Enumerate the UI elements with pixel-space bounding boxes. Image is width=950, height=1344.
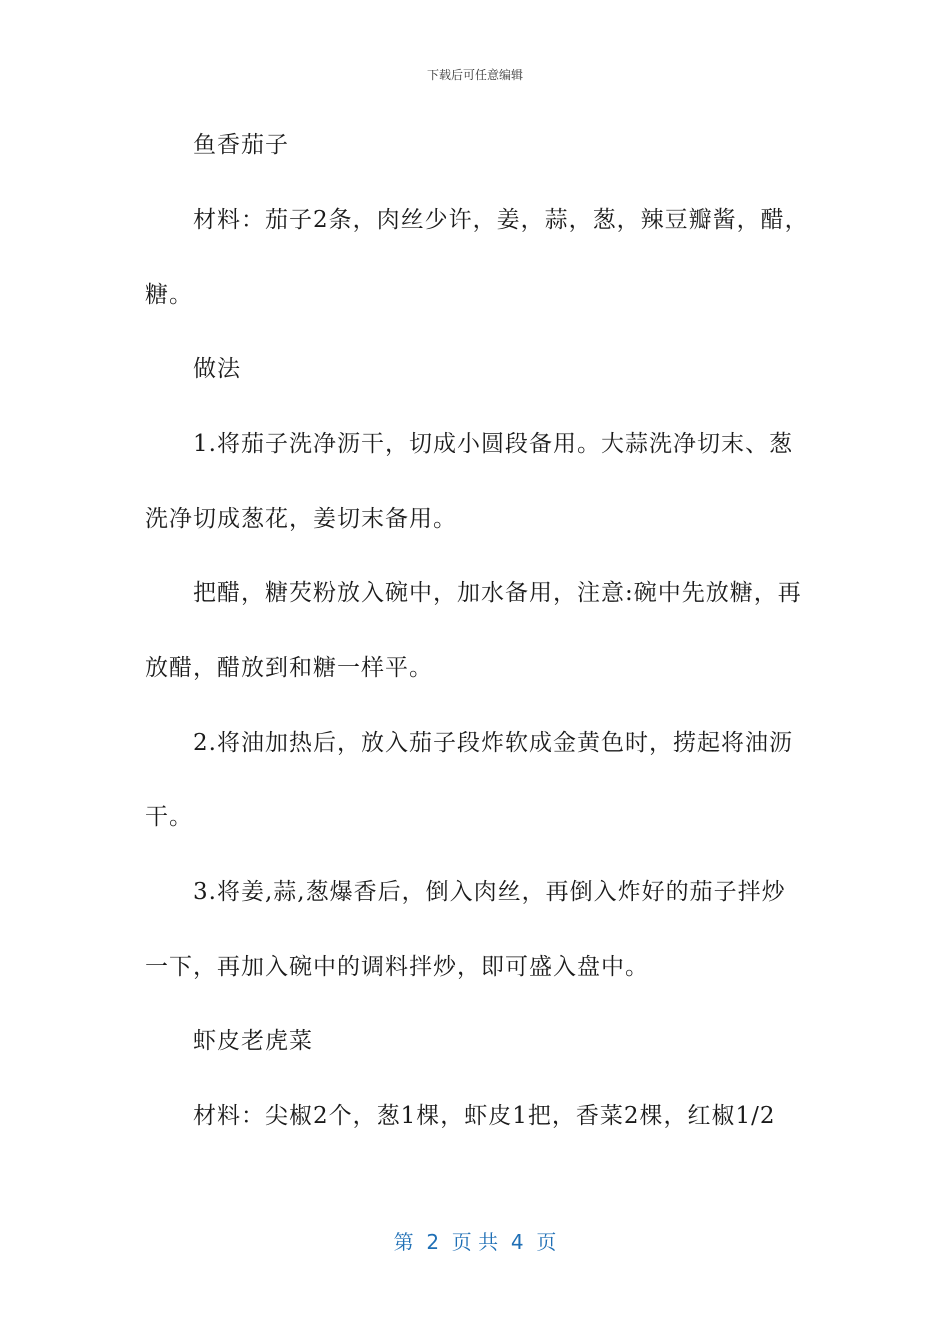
sauce-line-1: 把醋，糖芡粉放入碗中，加水备用，注意:碗中先放糖，再 — [193, 580, 802, 606]
step-2-line-2: 干。 — [145, 804, 193, 830]
step-3-line-2: 一下，再加入碗中的调料拌炒，即可盛入盘中。 — [145, 954, 649, 980]
header-note: 下载后可任意编辑 — [426, 68, 523, 82]
ingredients-tiger-salad: 材料：尖椒2个，葱1棵，虾皮1把，香菜2棵，红椒1/2 — [193, 1103, 776, 1129]
recipe-title-tiger-salad: 虾皮老虎菜 — [193, 1028, 313, 1054]
step-1-line-2: 洗净切成葱花，姜切末备用。 — [145, 506, 457, 532]
step-1-line-1: 1.将茄子洗净沥干，切成小圆段备用。大蒜洗净切末、葱 — [193, 431, 793, 457]
ingredients-line-1: 材料：茄子2条，肉丝少许，姜，蒜，葱，辣豆瓣酱，醋， — [193, 207, 809, 233]
sauce-line-2: 放醋，醋放到和糖一样平。 — [145, 655, 433, 681]
recipe-title-yuxiang-eggplant: 鱼香茄子 — [193, 132, 289, 158]
ingredients-line-2: 糖。 — [145, 282, 193, 308]
page-number-footer: 第 2 页 共 4 页 — [393, 1230, 557, 1254]
method-heading: 做法 — [193, 356, 241, 382]
step-3-line-1: 3.将姜,蒜,葱爆香后，倒入肉丝，再倒入炸好的茄子拌炒 — [193, 879, 786, 905]
step-2-line-1: 2.将油加热后，放入茄子段炸软成金黄色时，捞起将油沥 — [193, 730, 793, 756]
